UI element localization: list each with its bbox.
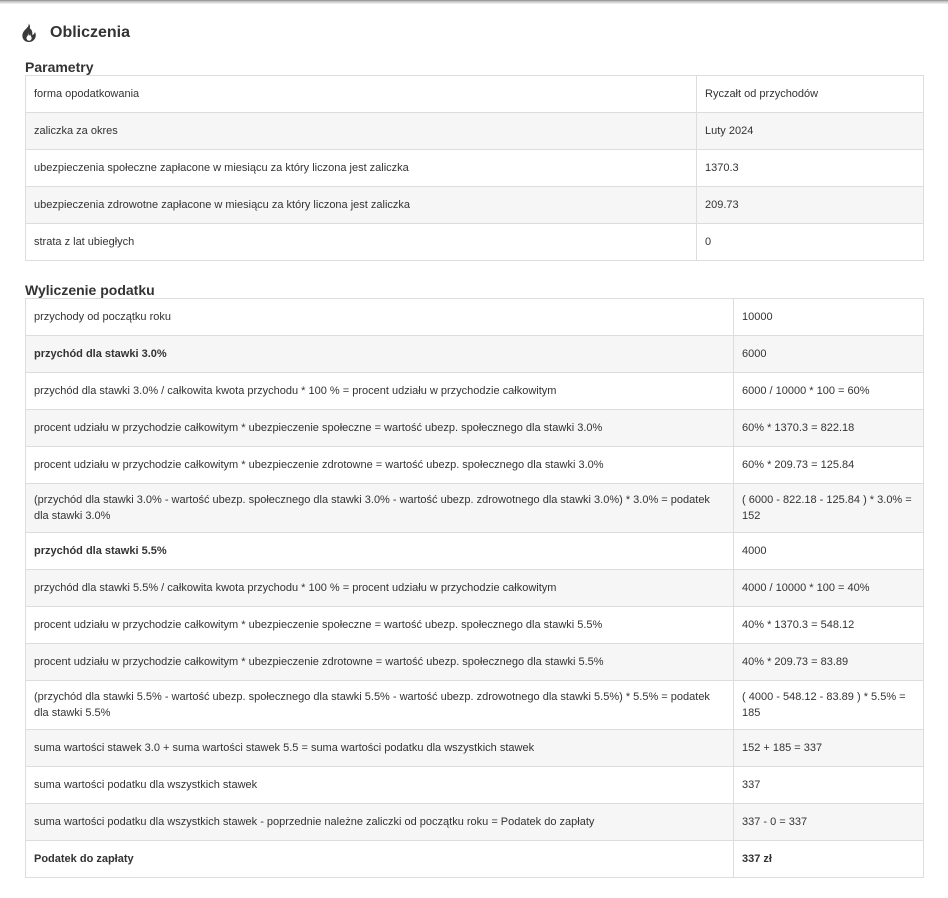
calculation-row <box>26 447 924 484</box>
calculation-row <box>26 841 924 878</box>
calculation-row <box>26 730 924 767</box>
parameters-table <box>25 75 924 261</box>
parameter-row-label: strata z lat ubiegłych <box>26 224 697 261</box>
calculation-row-label: (przychód dla stawki 5.5% - wartość ubezp. społecznego dla stawki 5.5% - wartość ubezp. zdrowotnego dla stawki 5.5%) * 5.5% = podatek dla stawki 5.5% <box>26 681 734 730</box>
page-header <box>20 22 130 44</box>
calculation-row <box>26 299 924 336</box>
calculation-row-label: procent udziału w przychodzie całkowitym * ubezpieczenie społeczne = wartość ubezp. społecznego dla stawki 5.5% <box>26 607 734 644</box>
calculation-row-label: przychód dla stawki 3.0% / całkowita kwota przychodu * 100 % = procent udziału w przychodzie całkowitym <box>26 373 734 410</box>
parameter-row-value: Ryczałt od przychodów <box>697 76 924 113</box>
calculation-row <box>26 410 924 447</box>
calculation-row-value: 10000 <box>734 299 924 336</box>
calculation-row-label: przychody od początku roku <box>26 299 734 336</box>
calculation-row <box>26 484 924 533</box>
calculation-row-label: przychód dla stawki 5.5% / całkowita kwota przychodu * 100 % = procent udziału w przychodzie całkowitym <box>26 570 734 607</box>
calculation-row <box>26 373 924 410</box>
calculation-row <box>26 804 924 841</box>
calculation-row <box>26 533 924 570</box>
parameter-row-value: 0 <box>697 224 924 261</box>
calculation-row <box>26 681 924 730</box>
calculation-row-label: procent udziału w przychodzie całkowitym * ubezpieczenie zdrotowne = wartość ubezp. społecznego dla stawki 5.5% <box>26 644 734 681</box>
calculation-row-value: 60% * 1370.3 = 822.18 <box>734 410 924 447</box>
calculation-row-value: 6000 <box>734 336 924 373</box>
parameter-row-label: ubezpieczenia społeczne zapłacone w miesiącu za który liczona jest zaliczka <box>26 150 697 187</box>
tax-calculation-table <box>25 298 924 878</box>
calculation-row-label: (przychód dla stawki 3.0% - wartość ubezp. społecznego dla stawki 3.0% - wartość ubezp. zdrowotnego dla stawki 3.0%) * 3.0% = podatek dla stawki 3.0% <box>26 484 734 533</box>
parameter-row <box>26 113 924 150</box>
calculation-row-value: 4000 <box>734 533 924 570</box>
calculation-row <box>26 644 924 681</box>
calculation-row-value: 60% * 209.73 = 125.84 <box>734 447 924 484</box>
calculation-row-value: 4000 / 10000 * 100 = 40% <box>734 570 924 607</box>
calculation-row-label: przychód dla stawki 3.0% <box>26 336 734 373</box>
calculation-row-value: 40% * 209.73 = 83.89 <box>734 644 924 681</box>
calculation-row-label: suma wartości podatku dla wszystkich stawek <box>26 767 734 804</box>
calculation-row-value: 40% * 1370.3 = 548.12 <box>734 607 924 644</box>
parameter-row-value: Luty 2024 <box>697 113 924 150</box>
parameter-row-label: forma opodatkowania <box>26 76 697 113</box>
parameter-row <box>26 150 924 187</box>
calculation-row-label: Podatek do zapłaty <box>26 841 734 878</box>
tax-calculation-section-title: Wyliczenie podatku <box>25 282 155 298</box>
calculation-row <box>26 336 924 373</box>
calculation-row-value: 6000 / 10000 * 100 = 60% <box>734 373 924 410</box>
parameter-row-label: ubezpieczenia zdrowotne zapłacone w miesiącu za który liczona jest zaliczka <box>26 187 697 224</box>
calculation-row <box>26 570 924 607</box>
calculation-row-value: 152 + 185 = 337 <box>734 730 924 767</box>
calculation-row-value: 337 zł <box>734 841 924 878</box>
calculation-row-label: procent udziału w przychodzie całkowitym * ubezpieczenie zdrotowne = wartość ubezp. społecznego dla stawki 3.0% <box>26 447 734 484</box>
page-title: Obliczenia <box>50 24 131 41</box>
calculation-row-label: procent udziału w przychodzie całkowitym * ubezpieczenie społeczne = wartość ubezp. społecznego dla stawki 3.0% <box>26 410 734 447</box>
window-top-edge <box>0 0 948 4</box>
calculation-row-label: suma wartości stawek 3.0 + suma wartości stawek 5.5 = suma wartości podatku dla wszystkich stawek <box>26 730 734 767</box>
calculation-row-label: suma wartości podatku dla wszystkich stawek - poprzednie należne zaliczki od początku roku = Podatek do zapłaty <box>26 804 734 841</box>
parameter-row <box>26 187 924 224</box>
calculation-row-value: 337 - 0 = 337 <box>734 804 924 841</box>
calculation-row-value: 337 <box>734 767 924 804</box>
calculation-row <box>26 607 924 644</box>
calculation-row <box>26 767 924 804</box>
parameter-row-value: 209.73 <box>697 187 924 224</box>
flame-icon <box>20 23 37 43</box>
parameter-row <box>26 224 924 261</box>
parameter-row-label: zaliczka za okres <box>26 113 697 150</box>
calculation-row-value: ( 4000 - 548.12 - 83.89 ) * 5.5% = 185 <box>734 681 924 730</box>
parameter-row-value: 1370.3 <box>697 150 924 187</box>
calculation-row-value: ( 6000 - 822.18 - 125.84 ) * 3.0% = 152 <box>734 484 924 533</box>
parameters-section-title: Parametry <box>25 59 94 75</box>
parameter-row <box>26 76 924 113</box>
calculation-row-label: przychód dla stawki 5.5% <box>26 533 734 570</box>
